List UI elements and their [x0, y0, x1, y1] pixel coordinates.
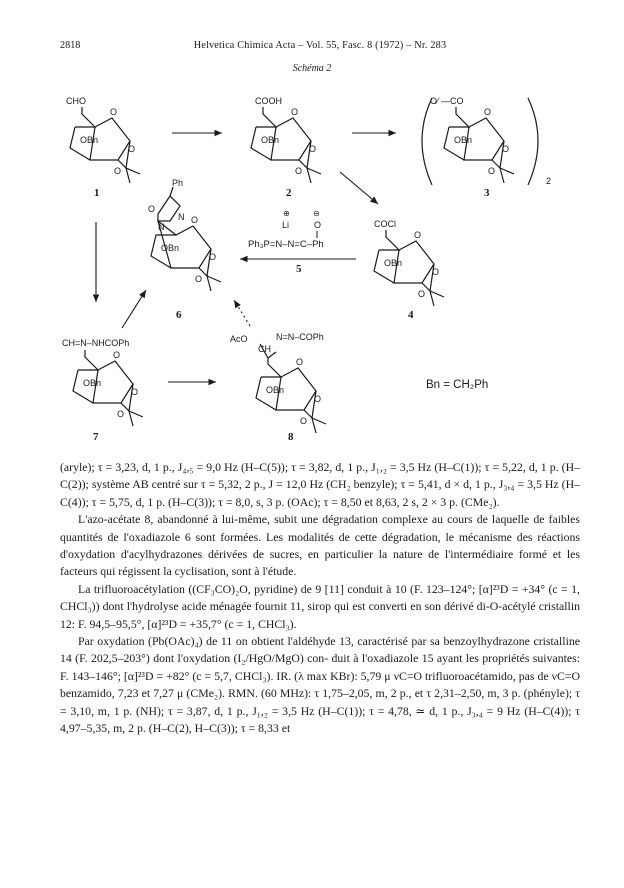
ring-oxygen-label: O — [309, 144, 317, 154]
text-line: τ = 8,0, s, 3 p. (OAc); τ = 8,50 et 8,63, 2 s, 2 × 3 p. (CMe₂). — [218, 494, 500, 509]
subscript-2-label: 2 — [546, 176, 552, 186]
compound-3-structure — [422, 98, 538, 185]
trifluoroacetylation-paragraph — [60, 581, 580, 633]
ring-oxygen-label: O — [314, 394, 322, 404]
text-line: ≃ d, 1 p., J₃,₄ = 9 Hz (H–C(4)); τ 4,97–5,35, m, 2 p. (H–C(2), H–C(3)); τ = 8,33 et — [60, 703, 580, 736]
ring-oxygen-label: O — [296, 357, 304, 367]
text-line: duit à l'oxadiazole 15 ayant les propriétés suivantes: F. 143–146°; [α]²³D = +82° — [60, 651, 580, 683]
cooh-label: COOH — [255, 96, 282, 106]
obn-label: OBn — [161, 243, 180, 253]
text-line: La trifluoroacétylation ((CF₃CO)₂O, pyridine) de 9 [11] conduit à 10 (F. 123–124°; — [78, 581, 476, 596]
running-title: Helvetica Chimica Acta – Vol. 55, Fasc. 8 (1972) – Nr. 283 — [193, 40, 447, 51]
ring-oxygen-label: O — [300, 416, 308, 426]
text-line: (phényle); τ = 3,10, m, 1 p. (NH); τ = 3,87, d, 1 p., J₁,₂ = 3,5 Hz (H–C(1)); τ = 4,78, — [60, 686, 581, 718]
text-line: CHCl₃). — [258, 616, 297, 631]
arrow-7-to-6 — [122, 290, 146, 328]
obn-label: OBn — [83, 378, 102, 388]
ring-oxygen-label: O — [110, 107, 118, 117]
text-line: converti en son dérivé di-O-acétylé cristallin 12: F. 94,5–95,5°, [α]²³D = +35,7° (c = 1, — [60, 599, 581, 631]
azo-label: N=N–COPh — [276, 332, 324, 342]
arrow-2-to-4 — [340, 172, 378, 204]
text-line: de laquelle de faibles quantités de l'oxadiazole 6 sont formées. Les modalités de cette — [60, 512, 580, 544]
ring-oxygen-label: O — [113, 350, 121, 360]
text-line: L'azo-acétate 8, abandonné à lui-même, subit une dégradation complexe au cours — [78, 512, 473, 527]
ring-oxygen-label: O — [295, 166, 303, 176]
phenyl-label: Ph — [172, 178, 184, 188]
ring-oxygen-label: O — [414, 230, 422, 240]
cho-label: CHO — [66, 96, 86, 106]
acetoxy-label: AcO — [230, 334, 248, 344]
lithium-label: Li — [282, 220, 290, 230]
compound-label-7: 7 — [93, 431, 99, 443]
text-line: benzoylhydrazone cristalline 14 (F. 202,5–203°) dont l'oxydation (I₂/HgO/MgO) con- — [60, 634, 580, 666]
obn-label: OBn — [266, 385, 285, 395]
text-line: cyclisation, sont à l'étude. — [174, 564, 297, 579]
obn-label: OBn — [384, 258, 403, 268]
ring-oxygen-label: O — [291, 107, 299, 117]
obn-label: OBn — [261, 135, 280, 145]
ring-oxygen-label: O — [209, 252, 217, 262]
oxide-label: O — [314, 220, 322, 230]
text-line: (c = 5,7, CHCl₃). IR. (λ max KBr): 5,79 μ νC=O trifluoroacétamido, pas de νC=O benzamido, — [60, 668, 580, 701]
text-line: (H–C(1)); τ = 5,22, d, 1 p. (H–C(2)); système AB centré sur τ = 5,32, 2 p., J = 12,0 Hz — [60, 460, 580, 492]
ring-oxygen-label: O — [114, 166, 122, 176]
page-number: 2818 — [60, 40, 81, 51]
ring-oxygen-label: O — [148, 204, 156, 214]
ring-oxygen-label: O — [191, 215, 199, 225]
ring-oxygen-label: O — [488, 166, 496, 176]
compound-label-5: 5 — [296, 263, 302, 275]
reaction-scheme — [0, 80, 624, 452]
text-line: (aryle); τ = 3,23, d, 1 p., J₄,₅ = 9,0 Hz (H–C(5)); τ = 3,82, d, 1 p., J₁,₂ = 3,5 Hz — [60, 460, 432, 474]
nmr-data-paragraph — [60, 459, 580, 511]
dashed-arrow-8-to-6 — [234, 300, 250, 326]
ring-oxygen-label: O — [195, 274, 203, 284]
cocl-label: COCl — [374, 219, 396, 229]
text-line: sucres, en particulier la nature de l'intermédiaire formé et les facteurs qui régissent la — [60, 547, 580, 579]
ring-oxygen-label: O — [131, 387, 139, 397]
compound-label-4: 4 — [408, 309, 414, 321]
ch-label: CH — [258, 344, 271, 354]
text-line: dégradation, le mécanisme des réactions d'oxydation d'acylhydrazones dérivées de — [60, 529, 580, 562]
ring-oxygen-label: O — [128, 144, 136, 154]
degradation-paragraph — [60, 511, 580, 581]
plus-charge-label: ⊕ — [283, 209, 290, 218]
text-line: (CH₂ benzyle); τ = 5,41, d × d, 1 p., J₃,₄ = 3,5 Hz (H–C(4)); τ = 5,75, d, 1 p. (H–C(3)); — [60, 477, 580, 509]
ring-oxygen-label: O — [418, 289, 426, 299]
running-header — [60, 40, 580, 56]
compound-label-1: 1 — [94, 187, 100, 199]
compound-label-6: 6 — [176, 309, 182, 321]
text-line: 7,23 et 7,27 μ (CMe₂). RMN. (60 MHz): τ 1,75–2,05, m, 2 p., et τ 2,31–2,50, m, 3 p. — [117, 686, 521, 701]
ylide-label: Ph₃P=N–N=C–Ph — [248, 239, 324, 250]
ring-oxygen-label: O — [432, 267, 440, 277]
hydrazone-label: CH=N–NHCOPh — [62, 338, 130, 348]
ring-oxygen-label: O — [484, 107, 492, 117]
ring-nitrogen-label: N — [178, 212, 185, 222]
compound-label-2: 2 — [286, 187, 292, 199]
ring-nitrogen-label: N — [158, 222, 165, 232]
compound-6-structure — [151, 187, 221, 291]
minus-charge-label: ⊖ — [313, 209, 320, 218]
anhydride-label: O⁄ —CO — [430, 96, 464, 106]
compound-label-3: 3 — [484, 187, 490, 199]
oxidation-paragraph — [60, 633, 580, 737]
ring-oxygen-label: O — [502, 144, 510, 154]
obn-label: OBn — [454, 135, 473, 145]
scheme-title: Schéma 2 — [292, 63, 332, 74]
obn-label: OBn — [80, 135, 99, 145]
bn-definition: Bn = CH₂Ph — [426, 379, 489, 391]
text-line: Par oxydation (Pb(OAc)₄) de 11 on obtient l'aldéhyde 13, caractérisé par sa — [78, 634, 440, 649]
ring-oxygen-label: O — [117, 409, 125, 419]
compound-label-8: 8 — [288, 431, 294, 443]
article-body — [60, 459, 580, 738]
text-line: [α]²³D = +34° (c = 1, CHCl₃)) dont l'hydrolyse acide ménagée fournit 11, sirop qui est — [60, 581, 580, 614]
